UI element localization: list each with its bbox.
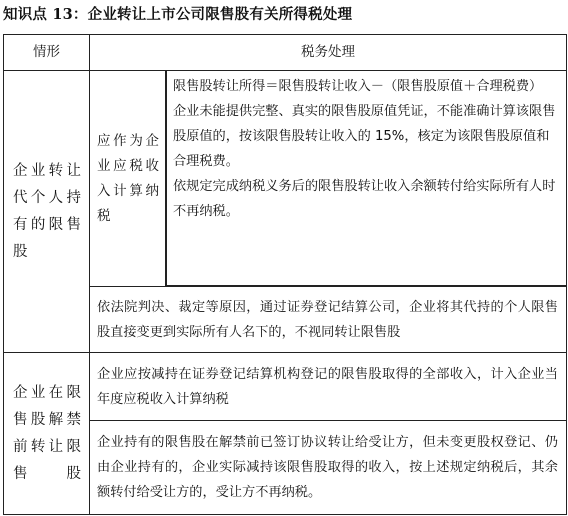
tax-treatment-table <box>3 34 567 515</box>
sub-items-cell <box>166 71 567 287</box>
table-row <box>4 71 567 287</box>
rule-cell-2: 企业持有的限售股在解禁前已签订协议转让给受让方，但未变更股权登记、仍由企业持有的，企业实际减持该限售股取得的收入，按上述规定纳税后，其余额转付给受让方的，受让方不再纳税。 <box>90 421 567 515</box>
table-header-row <box>4 35 567 71</box>
document-title: 知识点 13：企业转让上市公司限售股有关所得税处理 <box>3 6 353 23</box>
extra-rule-cell: 依法院判决、裁定等原因，通过证券登记结算公司，企业将其代持的个人限售股直接变更到实际所有人名下的，不视同转让限售股 <box>90 287 567 353</box>
situation-cell-1 <box>4 71 90 353</box>
sub-item-1: 限售股转让所得＝限售股转让收入－（限售股原值＋合理税费） <box>173 79 543 94</box>
sub-label-text: 应作为企业应税收入计算纳税 <box>97 132 159 224</box>
sub-items-box <box>166 71 566 286</box>
sub-item-3: 依规定完成纳税义务后的限售股转让收入余额转付给实际所有人时不再纳税。 <box>173 179 556 219</box>
header-treatment: 税务处理 <box>90 35 567 71</box>
sub-label-cell <box>90 71 166 287</box>
situation-text-1: 企业转让代个人持有的限售股 <box>13 162 81 260</box>
sub-item-2: 企业未能提供完整、真实的限售股原值凭证，不能准确计算该限售股原值的，按该限售股转让收入的 15%，核定为该限售股原值和合理税费。 <box>173 104 556 169</box>
table-row <box>4 353 567 421</box>
rule-cell-1: 企业应按减持在证券登记结算机构登记的限售股取得的全部收入，计入企业当年度应税收入计算纳税 <box>90 353 567 421</box>
situation-cell-2 <box>4 353 90 515</box>
situation-text-2: 企业在限售股解禁前转让限售股 <box>13 384 81 482</box>
header-situation: 情形 <box>4 35 90 71</box>
